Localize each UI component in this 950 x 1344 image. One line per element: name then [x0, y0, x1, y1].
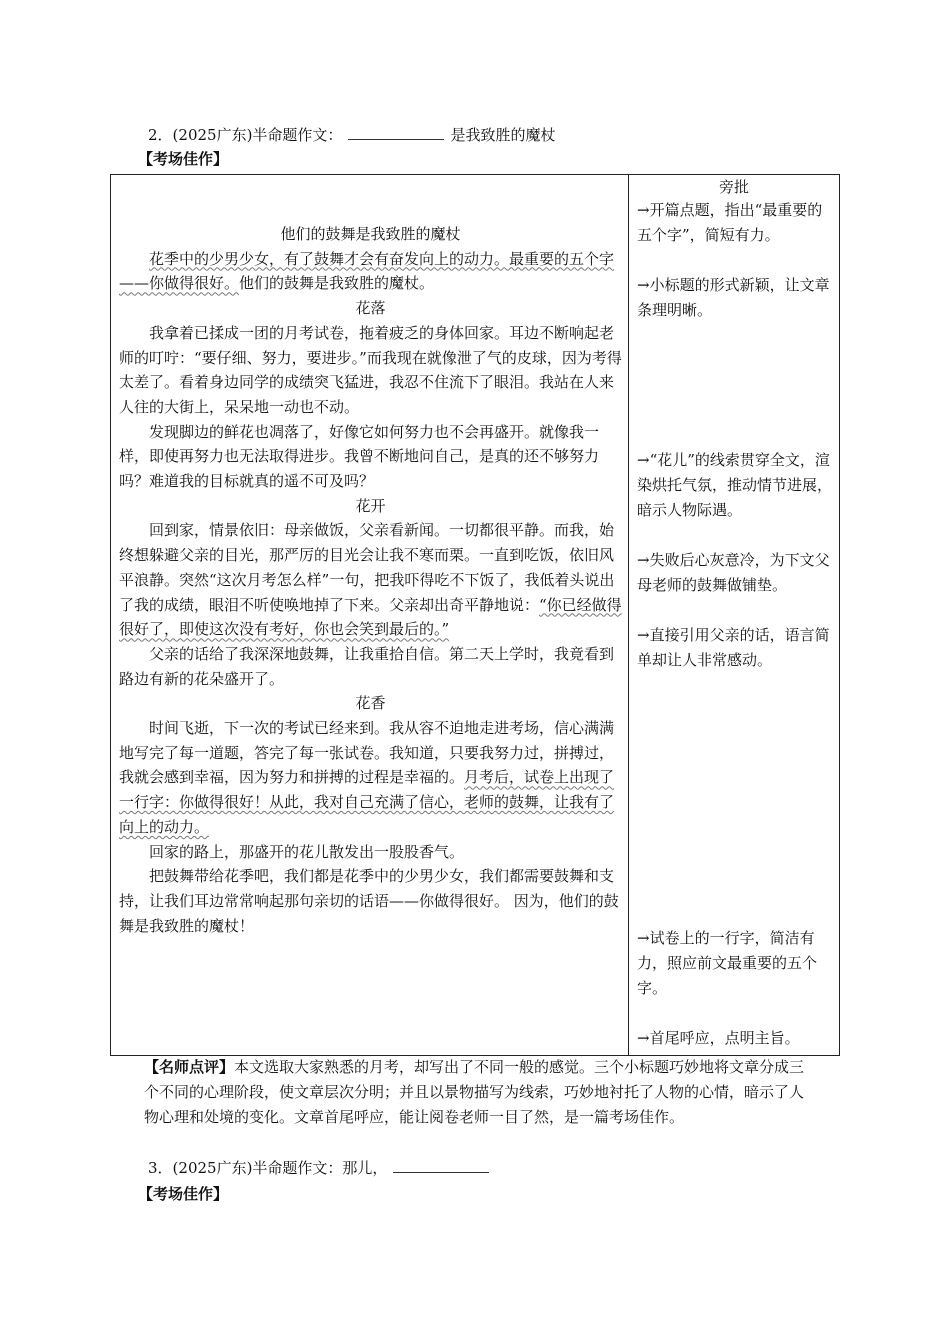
essay-paragraph: [119, 518, 622, 642]
section-label-kaochang-2: 【考场佳作】: [138, 1185, 229, 1203]
review-label: 【名师点评】: [144, 1058, 235, 1076]
question-3-prefix: 3．(2025广东)半命题作文：那儿，: [148, 1159, 388, 1177]
essay-paragraph: 我拿着已揉成一团的月考试卷，拖着疲乏的身体回家。耳边不断响起老师的叮咛：“要仔细、努力，要进步。”而我现在就像泄了气的皮球，因为考得太差了。看着身边同学的成绩突飞猛进，我忍不住流下了眼泪。我站在人来人往的大街上，呆呆地一动也不动。: [119, 323, 622, 416]
essay-paragraph: 发现脚边的鲜花也凋落了，好像它如何努力也不会再盛开。就像我一样，即使再努力也无法取得进步。我曾不断地问自己，是真的还不够努力吗？难道我的目标就真的遥不可及吗？: [119, 422, 600, 491]
essay-paragraph: 父亲的话给了我深深地鼓舞，让我重拾自信。第二天上学时，我竟看到路边有新的花朵盛开了。: [119, 644, 615, 688]
essay-intro-underlined: 花季中的少男少女，有了鼓舞才会有奋发向上的动力。最重要的五个字——你做得很好。: [119, 249, 615, 293]
essay-underlined-sentence: 月考后，试卷上出现了一行字：你做得很好！从此，我对自己充满了信心，老师的鼓舞，让我有了向上的动力。: [119, 768, 615, 836]
subheading-huakai: 花开: [355, 496, 386, 515]
teacher-review: [144, 1055, 814, 1130]
question-2-suffix: 是我致胜的魔杖: [450, 126, 556, 144]
question-2-prefix: 2．(2025广东)半命题作文：: [148, 126, 343, 144]
section-label-kaochang: 【考场佳作】: [138, 150, 229, 168]
side-note: →失败后心灰意冷，为下文父母老师的鼓舞做铺垫。: [637, 551, 830, 594]
essay-paragraph-text: 时间飞逝，下一次的考试已经来到。我从容不迫地走进考场，信心满满地写完了每一道题，答完了每一张试卷。我知道，只要我努力过，拼搏过，我就会感到幸福，因为努力和拼搏的过程是幸福的。: [119, 719, 615, 787]
essay-title: 他们的鼓舞是我致胜的魔杖: [280, 225, 461, 243]
essay-intro: [119, 247, 622, 296]
sidebar-header: 旁批: [718, 178, 749, 196]
essay-paragraph: [119, 716, 622, 840]
side-note: →试卷上的一行字，简洁有力，照应前文最重要的五个字。: [637, 929, 818, 997]
fill-in-blank: [348, 125, 444, 140]
essay-paragraph: 把鼓舞带给花季吧，我们都是花季中的少男少女，我们都需要鼓舞和支持，让我们耳边常常响起那句亲切的话语——你做得很好。 因为，他们的鼓舞是我致胜的魔杖！: [119, 867, 619, 935]
column-divider: [628, 174, 629, 1056]
side-note: →开篇点题，指出“最重要的五个字”，简短有力。: [637, 201, 823, 244]
fill-in-blank: [393, 1158, 489, 1173]
side-note: →直接引用父亲的话，语言简单却让人非常感动。: [637, 626, 830, 669]
side-note: →小标题的形式新颖，让文章条理明晰。: [637, 276, 830, 319]
essay-intro-rest: 他们的鼓舞是我致胜的魔杖。: [239, 274, 435, 293]
question-2-title: [148, 124, 555, 145]
subheading-huaxiang: 花香: [355, 694, 386, 713]
essay-body: [119, 222, 622, 938]
subheading-hualuo: 花落: [355, 299, 386, 318]
review-text: 本文选取大家熟悉的月考，却写出了不同一般的感觉。三个小标题巧妙地将文章分成三个不同的心理阶段，使文章层次分明；并且以景物描写为线索，巧妙地衬托了人物的心情，暗示了人物心理和处境的变化。文章首尾呼应，能让阅卷老师一目了然，是一篇考场佳作。: [144, 1058, 805, 1126]
essay-paragraph: 回家的路上，那盛开的花儿散发出一股股香气。: [149, 842, 465, 861]
side-note: →首尾呼应，点明主旨。: [637, 1029, 800, 1047]
question-3-title: [148, 1157, 495, 1178]
essay-paragraph-text: 回到家，情景依旧：母亲做饭，父亲看新闻。一切都很平静。而我，始终想躲避父亲的目光，那严厉的目光会让我不寒而栗。一直到吃饭，依旧风平浪静。突然“这次月考怎么样”一句，把我吓得吃不下饭了，我低着头说出了我的成绩，眼泪不听使唤地掉了下来。父亲却出奇平静地说：: [119, 521, 615, 614]
side-note: →“花儿”的线索贯穿全文，渲染烘托气氛，推动情节进展，暗示人物际遇。: [637, 451, 833, 519]
essay-quote-underlined: “你已经做得很好了，即使这次没有考好，你也会笑到最后的。”: [119, 595, 622, 639]
